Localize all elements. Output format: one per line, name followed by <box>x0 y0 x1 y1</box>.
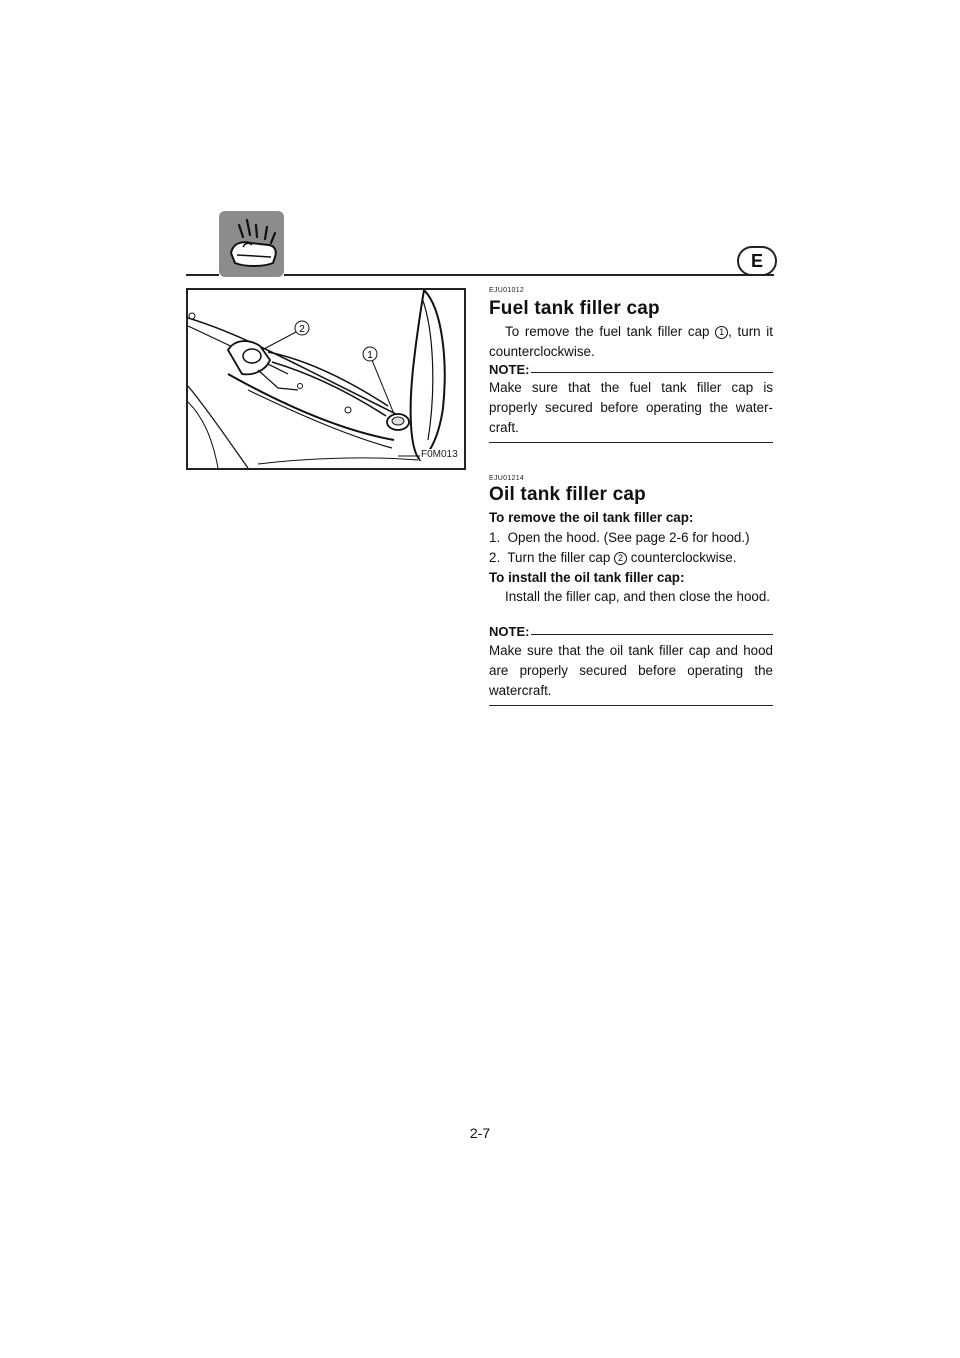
filler-cap-illustration <box>186 288 466 470</box>
note-label: NOTE: <box>489 624 530 639</box>
oil-note-header <box>489 624 773 639</box>
header-rule-left <box>186 274 219 276</box>
install-text: Install the filler cap, and then close the hood. <box>505 589 771 604</box>
fuel-section-code: EJU01012 <box>489 287 525 294</box>
oil-section-code: EJU01214 <box>489 475 525 482</box>
oil-note-end-rule <box>489 705 773 706</box>
header-rule-right <box>284 274 774 276</box>
watercraft-spray-icon <box>219 211 284 277</box>
fuel-note-text: Make sure that the fuel tank filler cap is properly secured before operating the water-craft. <box>489 380 773 435</box>
note-rule <box>531 634 773 635</box>
section-icon-box <box>219 211 284 277</box>
step-2: 2. Turn the filler cap 2 counterclockwise. <box>489 550 737 565</box>
page-number: 2-7 <box>469 1125 491 1141</box>
oil-note-text: Make sure that the oil tank filler cap and hood are properly secured before operating the watercraft. <box>489 643 773 698</box>
callout-ref-1: 1 <box>715 326 728 339</box>
note-rule <box>531 372 773 373</box>
language-badge: E <box>737 246 777 276</box>
callout-2: 2 <box>299 324 305 335</box>
install-heading: To install the oil tank filler cap: <box>489 570 685 585</box>
fuel-intro-paragraph: To remove the fuel tank filler cap 1 , turn it counterclockwise. <box>489 324 773 359</box>
note-label: NOTE: <box>489 362 530 377</box>
step-1: 1. Open the hood. (See page 2-6 for hood.) <box>489 530 750 545</box>
callout-1: 1 <box>367 350 373 361</box>
figure-code: F0M013 <box>421 449 458 460</box>
oil-section-title: Oil tank filler cap <box>489 484 646 505</box>
fuel-note-end-rule <box>489 442 773 443</box>
remove-heading: To remove the oil tank filler cap: <box>489 510 694 525</box>
fuel-note-header <box>489 362 773 377</box>
callout-ref-2: 2 <box>614 552 627 565</box>
fuel-section-title: Fuel tank filler cap <box>489 298 660 319</box>
